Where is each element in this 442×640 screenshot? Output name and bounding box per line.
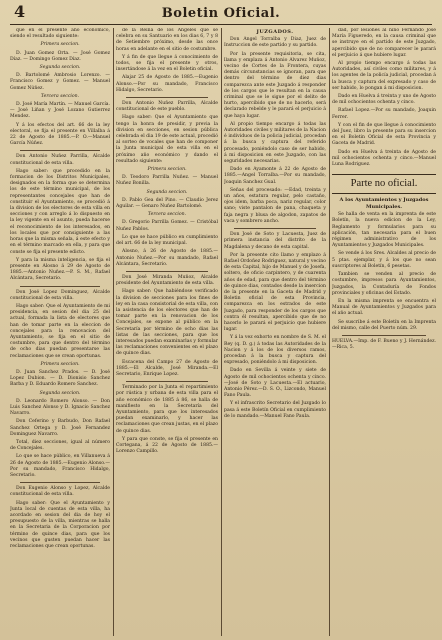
paragraph: Por la presente requisitoria, se cita, llama y emplaza á Antonio Alvarez Muñoz, vecino de Cortes de la Frontera, cuyas demás circunstancias se ignoran, para que dentro del término de diez dias comparezca ante este Juzgado á responder de los cargos que le resultan en la causa criminal que se le sigue por el delito de hurto, apercibido que de no hacerlo, será declarado rebelde y le parará el perjuicio á que haya lugar. [224,51,326,119]
part-title: Parte no oficial. [350,178,418,190]
part-no-oficial-banner [332,174,436,194]
paragraph: Dado en Huelva á treinta y uno de Agosto de mil ochocientos ochenta y cinco. [332,94,436,106]
name-list: D. Bartolomé Ambrosio Lorenzo. — Francisco Gomez y Gomez. — Manuel Gomez Núñez. [10,73,110,91]
paragraph: Hago saber: Que el Ayuntamiento que tengo la honra de presidir, y previa la division en secciones, en sesion pública celebrada el dia 19 de este actual, procedió al sorteo de vocales que han de componer la Junta municipal de esta villa en el próximo año económico y dando el resultado siguiente: [116,115,218,164]
name-list: D. Leonardo Romero Alonso. — Don Luis Sanchez Alonso y D. Ignacio Sanchez Navarro. [10,398,110,417]
paragraph: Por la presente cito llamo y emplazo á Rafael Ordoñez Rodriguez, natural y vecino de esta Capital, hijo de Manuel y de Josefa, soltero, de oficio carpintero, y de cuarenta años de edad, para que dentro del término de quince dias, contados desde la insercion de la presente en la Gaceta de Madrid y Boletin oficial de esta Provincia, comparezca en los estrados de este Juzgado, para responder de los cargos que contra él resultan, apercibido que de no hacerlo le parará el perjuicio que hubiere lugar. [224,252,326,333]
divider [126,97,208,98]
paragraph: Alosno, á 26 de Agosto de 1885.—Antonio Nuñez.—Por su mandado, Rafael Alcántara, Secretario. [116,249,218,267]
printer-imprint: HUELVA.—Imp. de F. Bueno y J. Hernández.—Rica, 5. [332,338,436,350]
paragraph: En la misma imprenta se encuentra el Manual de Ayuntamientos y Juzgados para el año actual. [332,298,436,317]
paragraph: Don Antonio Nuñez Parrilla, Alcalde constitucional de esta villa. [10,154,110,166]
divider [342,335,426,336]
paragraph: Lo que se hace público en cumplimiento del art. 66 de la ley municipal. [116,234,218,247]
paragraph: Don José Lopez Dominguez, Alcalde constitucional de esta villa. [10,289,110,301]
column-divider [329,28,330,636]
subheading: A los Ayuntamientos y Juzgados Municipales. [339,197,429,210]
paragraph: Hago saber: Que habiéndose verificado la division de secciones para los fines de ley en la casa consistorial de esta villa, con la asistencia de los electores que han de tomar parte en la renovacion de los Concejales, se expone al público en la Secretaría por término de ocho dias las listas de las secciones, para que los interesados puedan examinarlas y formular las reclamaciones convenientes en el plazo de quince dias. [116,289,218,357]
section-heading: Primera seccion. [40,42,80,48]
paragraph: Don José Miranda Muñoz, Alcalde presidente del Ayuntamiento de esta villa. [116,274,218,287]
paragraph: Y á fin de que llegue á conocimiento de todos, se fija el presente y otros, insertándose á la vez en el Boletin oficial. [116,54,218,73]
section-heading: Segunda seccion. [146,189,188,195]
paragraph: Dado en Sevilla á veinte y siete de Agosto de mil ochocientos ochenta y cinco.—José de Soto y Lacuesta.—El actuario, Antonio Pérez.—D. S. O., Lizcondo, Manuel Fano Paula. [224,368,326,399]
paragraph: Y con el fin de que llegue á conocimiento del Juez, libro la presente para su insercion en el Boletin Oficial de esta Provincia y Gaceta de Madrid. [332,122,436,147]
paragraph: Y á la vez exhorto en nombre de S. M. el Rey (q. D. g.) á todas las Autoridades de la Nacion y á los de los diversos ramos, procedan á la busca y captura del expresado, poniéndolo á mi disposicion. [224,335,326,366]
paragraph: Don Antonio Nuñez Parrilla, Alcalde constitucional de este pueblo. [116,101,218,113]
paragraph: Rafael Lopez.—Por su mandado, Joaquin Ferrer. [332,108,436,120]
paragraph: Don Eugenio Alonso y Lopez, Alcalde constitucional de esta villa. [10,486,110,498]
paragraph: Terminado por la Junta el repartimiento por rústica y urbana de esta villa para el año económico de 1885 á 86, se halla de manifiesto en la Secretaría del Ayuntamiento, para que los interesados puedan examinarlo, y hacer las reclamaciones que crean justas, en el plazo de quince dias. [116,385,218,434]
paragraph: Don Ceferino y Barbudo, Don Rafael Sanchez Ortega y D. José Fernandez Dominguez Navarro. [10,419,110,437]
paragraph: Y el infrascrito Secretario del Juzgado lo pasa á este Boletín Oficial en cumplimiento de lo mandado.—Manuel Fano Paula. [224,401,326,419]
column-1 [10,28,110,636]
column-3 [224,28,326,636]
paragraph: Al propio tiempo encargo á todas las Autoridades, así civiles como militares, y á los agentes de la policía judicial, procedan á la busca y captura del expresado y caso de ser habido, lo pongan á mi disposicion. [332,61,436,91]
paragraph: Alajar 25 de Agosto de 1885.—Eugenio Alonso.—Por su mandado, Francisco Hidalgo, Secretario. [116,75,218,93]
paragraph: Escacena del Campo 27 de Agosto de 1885.—El Alcalde, José Miranda.—El Secretario, Enrique Lopez. [116,359,218,377]
paragraph: Don Angel Torralba y Diaz, Juez de Instruccion de este partido y su partido. [224,37,326,49]
text-columns [10,28,436,636]
section-heading: Primera seccion. [40,361,80,367]
paragraph: Hago saber: Que el Ayuntamiento y Junta local de cuentas de esta villa, ha acordado en sesion del dia de hoy el presupuesto de la villa, mientras se halla en la Secretaria de la Corporacion por término de quince dias, para que los vecinos que gusten puedan hacer las reclamaciones que crean oportunas. [10,500,110,550]
section-heading: Primera seccion. [147,167,187,173]
paragraph: Se halla de venta en la imprenta de este Boletín, la nueva edicion de la Ley, Reglamento y formularios para su aplicación, tan necesaria para el buen régimen administrativo de los Ayuntamientos y Juzgados Municipales. [332,212,436,249]
paragraph: dad, por lesiones al niño Fernando José María Figueredo, en la causa criminal que se instruye en el partido de este Juzgado, apercibido que de no comparecer le parará el perjuicio á que hubiere lugar. [332,28,436,58]
paragraph: Se suscribe á este Boletín en la Imprenta del mismo, calle del Puerto núm. 29. [332,319,436,331]
divider [20,150,100,151]
paragraph: Hago saber: Que el Ayuntamiento de mi presidencia, en sesion del dia 25 del actual, formada la lista de electores que han de tomar parte en la eleccion de concejales para la renovacion del Ayuntamiento, se fija en el sitio de costumbre, para que dentro del término de ocho dias puedan presentarse las reclamaciones que se crean oportunas. [10,303,110,359]
section-heading: Segunda seccion. [39,390,81,396]
paragraph: Se vende á los Sres. Alcaldes al precio de 5 ptas. ejemplar, y á los que no sean suscriptores al Boletín, 6 pesetas. [332,251,436,269]
column-divider [113,28,114,636]
column-divider [221,28,222,636]
paragraph: Y para que conste, se fija el presente en Cortegana, á 22 de Agosto de 1885.—Lorenzo Campillo. [116,436,218,455]
paragraph: Y para la misma inteligencia, se fija el presente en Alosno á 29 de Agosto de 1885.—Antonio Nuñez.—P. S. M., Rafael Alcántara, Secretario. [10,257,110,282]
name-list: D. Pablo Gea del Pino. — Claudio Jerez Aguilar. — Genaro Nuñez Bartolomé. [116,197,218,210]
paragraph: Señas del procesado: —Edad, treinta y un años, estatura regular, pelo castaño, ojos idem, barba poca, nariz regular, color sano; viste pantalon de pana, chaqueta y faja negra y blusa de algodon, zapatos de vaca y sombrero ancho. [224,187,326,224]
paragraph: Hago saber: que procedido en la formacion de los Distritos Municipales, designados en la forma que se determina los de este término municipal, de los representantes concejales que han de constituir el Ayuntamiento, se procedió á la division de los electores de esta villa en secciones y con arreglo á lo dispuesto en la ley vigente en el asunto, pueda hacerse el reconocimiento de los interesados, en los locales que por consiguiente a las horas que la misma señala, á este efecto y en el término marcado en ella, y para que conste se fija el presente edicto. [10,168,110,255]
paragraph: Don José de Soto y Lacuesta, Juez de primera instancia del distrito de la Magdalena y decano de esta capital. [224,232,326,250]
name-list: D. Juan Gomez Orta. — José Gomez Díaz. — Domingo Gomez Díaz. [10,50,110,62]
divider [20,286,100,287]
divider [234,228,316,229]
paragraph: Y á los efectos del art. 66 de la ley electoral, se fija el presente en Villalba á 22 de Agosto de 1885.—P. O.—Manuel García Núñez. [10,122,110,147]
column-4 [332,28,436,636]
paragraph: Lo que se hace público, en Villanueva á 26 de Agosto de 1885.—Eugenio Alonso.—Por su mandado, Francisco Hidalgo, Secretario. [10,454,110,478]
section-heading: Tercera seccion. [147,212,187,218]
section-heading: Segunda seccion. [39,65,81,71]
paper-title: Boletin Oficial. [161,6,281,21]
name-list: D. Teodoro Parrilla Nuñez. — Manuel Nuñez Bonilla. [116,175,218,187]
column-2 [116,28,218,636]
divider [126,381,208,382]
paragraph: qué en el presente año económico, siendo el resultado siguiente: [10,28,110,40]
paragraph: Dado en Huelva á treinta de Agosto de mil ochocientos ochenta y cinco.—Manuel Luna Rodriguez. [332,149,436,168]
paragraph: Tambien se venden al precio de costumbre, impresos para Ayuntamientos, Juzgados, la Contaduría de Fondos provinciales y oficinas del Estado. [332,272,436,296]
section-title-juzgados: JUZGADOS. [256,29,294,35]
section-heading: Tercera seccion. [40,93,80,99]
page-number: 4 [14,2,26,21]
name-list: D. José María Martín. — Manuel García. — José Liñan y José Lozano Gutierrez Mendez. [10,102,110,120]
paragraph: Al propio tiempo encargo á todas las Autoridades civiles y militares de la Nacion é individuos de la policia judicial, procedan á la busca y captura del referido procesado, poniéndolo caso de ser habido, á mi disposicion en este Juzgado, con las seguridades necesarias. [224,121,326,165]
paragraph: de la Reina de los Angeles que se celebra en su Santuario en los dias 6, 7 y 8 de Setiembre próximo, desde las once horas en adelante en el sitio de costumbre. [116,28,218,52]
paragraph: Dado en Ayamonte á 22 de Agosto de 1885.—Angel Torralba.—Por su mandado, Joaquin Sanchez Gual. [224,167,326,185]
divider [20,482,100,483]
divider [126,271,208,272]
name-list: D. Gregorio Parrilla Gomez. — Cristóbal Nuñez Pablos. [116,220,218,232]
page-header [10,2,432,25]
name-list: D. Juan Sanchez Prados. — D. José Lopez Dubion. — D. Dionisio Sanchez Barba y D. Eduardo Romero Sanchez. [10,369,110,388]
paragraph: Total, diez secciones, igual al número de Concejales. [10,439,110,452]
